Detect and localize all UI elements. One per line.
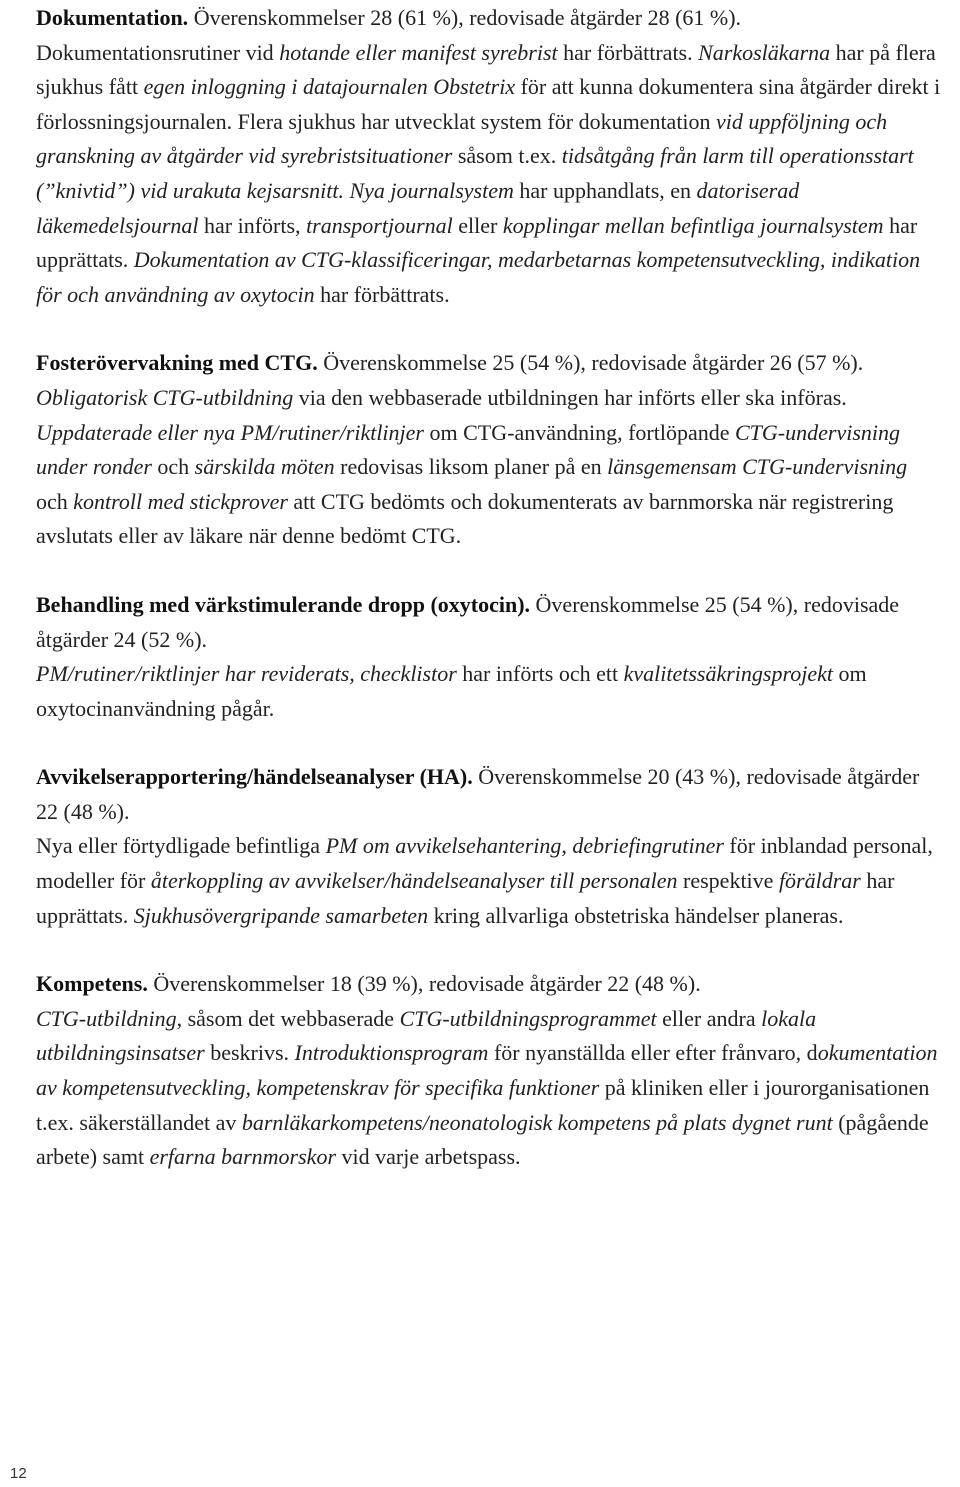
text-run: såsom t.ex. bbox=[452, 143, 562, 169]
text-run: beskrivs. bbox=[204, 1040, 295, 1066]
italic-run: Nya journalsystem bbox=[349, 177, 514, 203]
text-run: har på flera sjukhus fått bbox=[36, 39, 936, 100]
text-run: har upphandlats, en bbox=[513, 177, 697, 203]
text-run: redovisas liksom planer på en bbox=[334, 454, 608, 480]
italic-run: erfarna barnmorskor bbox=[149, 1144, 337, 1170]
text-run: har upprättats. bbox=[36, 212, 918, 273]
italic-run: återkoppling av avvikelser/händelseanalyser till personalen bbox=[150, 868, 678, 894]
section-intro: Överenskommelser 28 (61 %), redovisade åtgärder 28 (61 %). bbox=[188, 5, 742, 30]
italic-run: kopplingar mellan befintliga journalsystem bbox=[502, 212, 884, 238]
text-run: om oxytocinanvändning pågår. bbox=[36, 661, 867, 721]
paragraph-dokumentation bbox=[36, 1, 941, 312]
italic-run: PM/rutiner/riktlinjer har reviderats, checklistor bbox=[36, 661, 457, 687]
italic-run: föräldrar bbox=[778, 868, 861, 894]
section-spacer bbox=[36, 933, 941, 967]
italic-run: Uppdaterade eller nya PM/rutiner/riktlinjer bbox=[36, 419, 424, 445]
italic-run: tidsåtgång från larm till operationsstart (”knivtid”) vid urakuta kejsarsnitt. bbox=[36, 143, 914, 203]
paragraph-fosterovervakning bbox=[36, 346, 941, 554]
italic-run: CTG-undervisning under ronder bbox=[36, 419, 900, 480]
italic-run: datoriserad läkemedelsjournal bbox=[36, 177, 800, 238]
section-behandling bbox=[36, 588, 941, 726]
paragraph-avvikelse bbox=[36, 760, 941, 933]
text-run: , såsom det webbaserade bbox=[176, 1005, 400, 1031]
section-spacer bbox=[36, 726, 941, 760]
page-number: 12 bbox=[10, 1465, 27, 1482]
text-run: om CTG-användning, fortlöpande bbox=[424, 419, 735, 445]
text-run: har införts och ett bbox=[456, 661, 624, 687]
text-run: vid varje arbetspass. bbox=[336, 1144, 521, 1170]
paragraph-behandling bbox=[36, 588, 941, 726]
section-avvikelse bbox=[36, 760, 941, 933]
document-page bbox=[36, 0, 941, 1175]
section-heading: Behandling med värkstimulerande dropp (oxytocin). bbox=[36, 591, 531, 617]
italic-run: Narkosläkarna bbox=[698, 39, 831, 65]
section-heading: Avvikelserapportering/händelseanalyser (HA). bbox=[36, 764, 473, 790]
text-run: för inblandad personal, modeller för bbox=[36, 833, 933, 894]
section-heading: Dokumentation. bbox=[36, 5, 189, 30]
italic-run: egen inloggning i datajournalen Obstetrix bbox=[143, 74, 516, 100]
text-run: har införts, bbox=[198, 212, 307, 238]
section-intro: Överenskommelser 18 (39 %), redovisade åtgärder 22 (48 %). bbox=[147, 971, 701, 997]
italic-run: kvalitetssäkringsprojekt bbox=[623, 661, 833, 687]
text-run: Nya eller förtydligade befintliga bbox=[36, 833, 326, 859]
text-run: respektive bbox=[677, 868, 779, 894]
italic-run: särskilda möten bbox=[194, 454, 335, 480]
italic-run: Sjukhusövergripande samarbeten bbox=[133, 902, 429, 928]
italic-run: CTG-utbildning bbox=[36, 1005, 177, 1031]
section-intro: Överenskommelse 25 (54 %), redovisade åtgärder 24 (52 %). bbox=[36, 591, 900, 652]
text-run: via den webbaserade utbildningen har införts eller ska införas. bbox=[293, 384, 847, 410]
section-spacer bbox=[36, 554, 941, 588]
section-kompetens bbox=[36, 967, 941, 1175]
text-run: (pågående arbete) samt bbox=[36, 1109, 929, 1170]
italic-run: länsgemensam CTG-undervisning bbox=[607, 454, 908, 480]
text-run: har förbättrats. bbox=[557, 39, 699, 65]
italic-run: CTG-utbildningsprogrammet bbox=[399, 1005, 657, 1031]
text-run: har förbättrats. bbox=[314, 281, 450, 307]
section-heading: Fosterövervakning med CTG. bbox=[36, 350, 318, 376]
section-heading: Kompetens. bbox=[36, 971, 148, 997]
text-run: eller bbox=[452, 212, 503, 238]
text-run: eller andra bbox=[656, 1005, 762, 1031]
text-run: har upprättats. bbox=[36, 868, 895, 928]
italic-run: PM om avvikelsehantering, debriefingrutiner bbox=[325, 833, 724, 859]
section-fosterovervakning bbox=[36, 346, 941, 554]
section-dokumentation bbox=[36, 0, 941, 312]
paragraph-kompetens bbox=[36, 967, 941, 1175]
text-run: för nyanställda eller efter frånvaro, d bbox=[488, 1040, 818, 1066]
italic-run: Obligatorisk CTG-utbildning bbox=[36, 384, 294, 410]
italic-run: okumentation av kompetensutveckling, kompetenskrav för specifika funktioner bbox=[36, 1040, 938, 1101]
italic-run: kontroll med stickprover bbox=[73, 488, 288, 514]
text-run: på kliniken eller i jourorganisationen t.ex. säkerställandet av bbox=[36, 1075, 930, 1135]
section-intro: Överenskommelse 20 (43 %), redovisade åtgärder 22 (48 %). bbox=[36, 764, 920, 824]
italic-run: transportjournal bbox=[306, 212, 453, 238]
section-spacer bbox=[36, 312, 941, 346]
text-run: för att kunna dokumentera sina åtgärder direkt i förlossningsjournalen. Flera sjukhus har utvecklat system för dokumentation bbox=[36, 74, 941, 134]
italic-run: lokala utbildningsinsatser bbox=[36, 1005, 817, 1066]
text-run: att CTG bedömts och dokumenterats av barnmorska när registrering avslutats eller av läkare när denne bedömt CTG. bbox=[36, 488, 894, 549]
italic-run: Introduktionsprogram bbox=[294, 1040, 489, 1066]
text-run: kring allvarliga obstetriska händelser planeras. bbox=[428, 902, 844, 928]
italic-run: barnläkarkompetens/neonatologisk kompetens på plats dygnet runt bbox=[241, 1109, 833, 1135]
text-run: och bbox=[36, 488, 74, 514]
italic-run: hotande eller manifest syrebrist bbox=[279, 39, 558, 65]
text-run: Dokumentationsrutiner vid bbox=[36, 39, 280, 65]
text-run: och bbox=[151, 454, 195, 480]
italic-run: Dokumentation av CTG-klassificeringar, medarbetarnas kompetensutveckling, indikation för och användning av oxytocin bbox=[36, 247, 921, 307]
italic-run: vid uppföljning och granskning av åtgärder vid syrebristsituationer bbox=[36, 108, 888, 169]
section-intro: Överenskommelse 25 (54 %), redovisade åtgärder 26 (57 %). bbox=[317, 350, 864, 376]
